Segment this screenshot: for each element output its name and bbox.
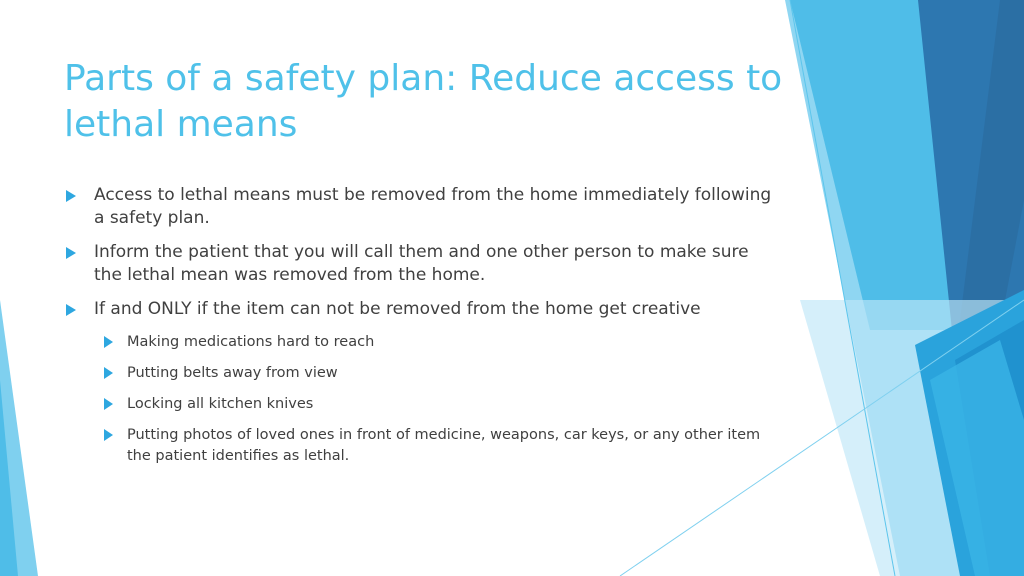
bullet-arrow-icon (104, 429, 113, 441)
sub-bullet-text: Putting photos of loved ones in front of medicine, weapons, car keys, or any other item the patient identifies as lethal. (127, 427, 761, 464)
slide-content (64, 184, 774, 477)
bullet-text: If and ONLY if the item can not be removed from the home get creative (94, 299, 701, 319)
sub-bullet-text: Putting belts away from view (127, 365, 338, 381)
bullet-text: Access to lethal means must be removed from the home immediately following a safety plan. (94, 185, 772, 228)
sub-bullet-item (64, 363, 774, 384)
bullet-arrow-icon (104, 398, 113, 410)
bullet-item (64, 298, 774, 321)
bullet-arrow-icon (104, 367, 113, 379)
bullet-arrow-icon (66, 304, 76, 316)
sub-bullet-item (64, 394, 774, 415)
sub-bullet-text: Locking all kitchen knives (127, 396, 314, 412)
sub-bullet-item (64, 425, 774, 467)
bullet-arrow-icon (66, 190, 76, 202)
bullet-arrow-icon (66, 247, 76, 259)
sub-bullet-item (64, 332, 774, 353)
bullet-text: Inform the patient that you will call them and one other person to make sure the lethal mean was removed from the home. (94, 242, 749, 285)
bullet-arrow-icon (104, 336, 113, 348)
bullet-item (64, 184, 774, 230)
slide-title: Parts of a safety plan: Reduce access to lethal means (64, 58, 783, 145)
bullet-item (64, 241, 774, 287)
sub-bullet-text: Making medications hard to reach (127, 334, 375, 350)
